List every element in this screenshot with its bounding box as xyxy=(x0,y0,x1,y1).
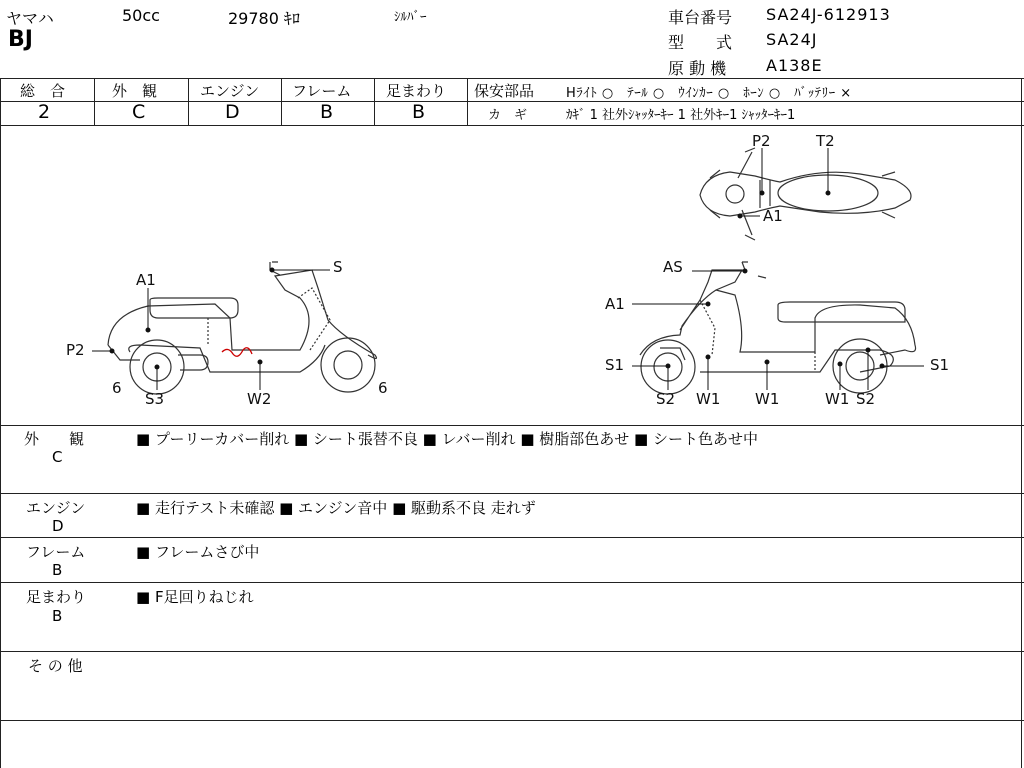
safety-items: Hﾗｲﾄ ○ ﾃｰﾙ ○ ｳｲﾝｶｰ ○ ﾎｰﾝ ○ ﾊﾞｯﾃﾘｰ × xyxy=(566,86,852,101)
divider xyxy=(0,582,1024,583)
section-suspension-grade: B xyxy=(52,607,63,625)
label-w1-right-c: W1 xyxy=(825,390,850,408)
type-label: 型 式 xyxy=(668,33,733,52)
displacement: 50cc xyxy=(122,6,160,25)
engine-model: A138E xyxy=(766,56,823,75)
keys-list: ｶｷﾞ 1 社外ｼｬｯﾀｰｷｰ 1 社外ｷｰ1 ｼｬｯﾀｰｷｰ1 xyxy=(566,108,796,123)
model-name: BJ xyxy=(8,27,33,52)
color: ｼﾙﾊﾞｰ xyxy=(394,10,427,25)
label-a1-left: A1 xyxy=(136,271,156,289)
label-s2-right-b: S2 xyxy=(856,390,876,408)
key-label: カ ギ xyxy=(488,108,528,123)
label-s1-right-b: S1 xyxy=(930,356,950,374)
engine-label: 原 動 機 xyxy=(668,59,727,78)
overall-grade: 2 xyxy=(38,101,51,123)
section-other-title: そ の 他 xyxy=(28,657,83,675)
safety-label: 保安部品 xyxy=(474,82,535,100)
divider xyxy=(468,101,1024,102)
section-frame-grade: B xyxy=(52,561,63,579)
label-a1-top: A1 xyxy=(763,207,783,225)
engine-grade: D xyxy=(225,101,240,123)
section-exterior-grade: C xyxy=(52,448,63,466)
scooter-right-side-illustration xyxy=(640,262,916,394)
suspension-grade: B xyxy=(412,101,426,123)
frame-no: SA24J-612913 xyxy=(766,5,891,24)
exterior-grade: C xyxy=(132,101,146,123)
label-s3-left: S3 xyxy=(145,390,165,408)
divider xyxy=(188,78,189,125)
section-exterior-items: ■ プーリーカバー削れ ■ シート張替不良 ■ レバー削れ ■ 樹脂部色あせ ■ シート色あせ中 xyxy=(136,430,758,448)
label-w1-right-b: W1 xyxy=(755,390,780,408)
scooter-top-view-illustration xyxy=(700,148,911,240)
label-s-left: S xyxy=(333,258,343,276)
divider xyxy=(374,78,375,125)
section-frame-title: フレーム xyxy=(26,543,86,561)
maker: ヤマハ xyxy=(6,9,54,28)
divider xyxy=(0,537,1024,538)
label-p2-left: P2 xyxy=(66,341,85,359)
section-engine-grade: D xyxy=(52,517,64,535)
divider xyxy=(94,78,95,125)
divider xyxy=(0,720,1024,721)
divider xyxy=(1021,78,1022,768)
section-suspension-items: ■ F足回りねじれ xyxy=(136,588,254,606)
label-p2-top: P2 xyxy=(752,132,771,150)
label-6-right: 6 xyxy=(378,379,388,397)
label-as-right: AS xyxy=(663,258,683,276)
section-exterior-title: 外 観 xyxy=(24,430,85,448)
divider xyxy=(0,493,1024,494)
mileage: 29780 ｷﾛ xyxy=(228,9,300,28)
damage-diagram xyxy=(0,126,1020,424)
label-w2-left: W2 xyxy=(247,390,272,408)
divider xyxy=(467,78,468,125)
label-s2-right-a: S2 xyxy=(656,390,676,408)
suspension-grade-label: 足まわり xyxy=(386,82,447,100)
engine-grade-label: エンジン xyxy=(200,82,260,100)
label-s1-right-a: S1 xyxy=(605,356,625,374)
frame-no-label: 車台番号 xyxy=(668,8,733,27)
divider xyxy=(281,78,282,125)
overall-label: 総 合 xyxy=(20,82,66,100)
label-t2-top: T2 xyxy=(816,132,835,150)
type-value: SA24J xyxy=(766,30,818,49)
label-w1-right-a: W1 xyxy=(696,390,721,408)
label-a1-right: A1 xyxy=(605,295,625,313)
label-6-left: 6 xyxy=(112,379,122,397)
section-engine-items: ■ 走行テスト未確認 ■ エンジン音中 ■ 駆動系不良 走れず xyxy=(136,499,536,517)
divider xyxy=(0,425,1024,426)
section-suspension-title: 足まわり xyxy=(26,588,87,606)
divider xyxy=(0,78,1024,79)
divider xyxy=(0,651,1024,652)
exterior-label: 外 観 xyxy=(112,82,158,100)
section-frame-items: ■ フレームさび中 xyxy=(136,543,260,561)
frame-grade: B xyxy=(320,101,334,123)
section-engine-title: エンジン xyxy=(26,499,86,517)
frame-grade-label: フレーム xyxy=(292,82,352,100)
